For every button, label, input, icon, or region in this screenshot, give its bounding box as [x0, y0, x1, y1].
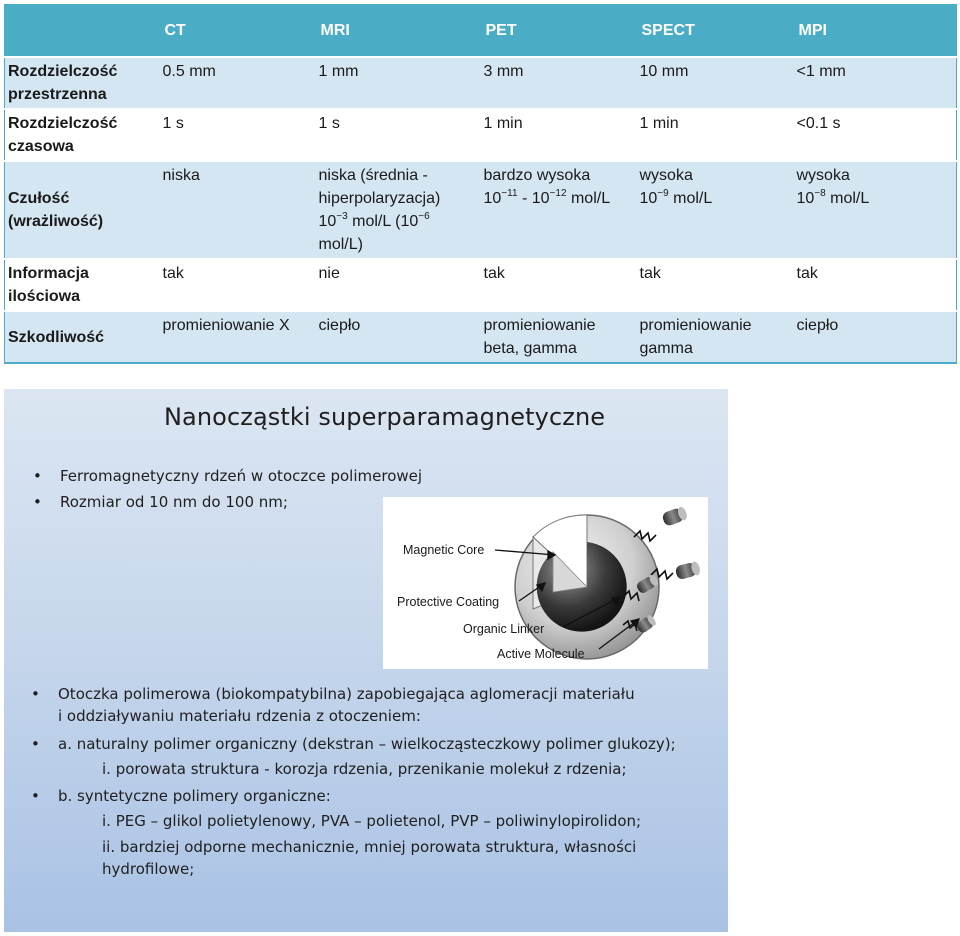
imaging-comparison-table	[4, 4, 957, 364]
table-row	[5, 259, 957, 311]
organic-linker-label: Organic Linker	[463, 622, 545, 636]
table-cell: nie	[315, 259, 480, 311]
list-item: • Otoczka polimerowa (biokompatybilna) zapobiegająca aglomeracji materiału i oddziaływaniu materiału rdzenia z otoczeniem:	[31, 685, 635, 725]
sub-list-item: i. porowata struktura - korozja rdzenia, przenikanie molekuł z rdzenia;	[102, 760, 627, 778]
row-header: Informacja ilościowa	[5, 259, 159, 311]
table-cell: ciepło	[793, 311, 957, 363]
sub-list-item: i. PEG – glikol polietylenowy, PVA – polietenol, PVP – poliwinylopirolidon;	[102, 812, 642, 830]
nanoparticle-slide	[4, 389, 728, 932]
row-header: Czułość (wrażliwość)	[5, 161, 159, 259]
table-cell: tak	[636, 259, 793, 311]
table-cell: 1 min	[480, 109, 636, 161]
active-molecule-1	[661, 506, 688, 527]
column-header-mpi: MPI	[793, 4, 957, 57]
table-row	[5, 311, 957, 363]
table-row	[5, 161, 957, 259]
sub-list-item: ii. bardziej odporne mechanicznie, mniej porowata struktura, własności hydrofilowe;	[102, 838, 637, 878]
table-cell: bardzo wysoka $10^{-11} - 10^{-12}$ mol/L	[480, 161, 636, 259]
magnetic-core-label: Magnetic Core	[403, 543, 485, 557]
active-molecule-2	[675, 561, 702, 581]
column-header-spect: SPECT	[636, 4, 793, 57]
protective-coating-label: Protective Coating	[397, 595, 500, 609]
row-header: Szkodliwość	[5, 311, 159, 363]
table-cell: 1 min	[636, 109, 793, 161]
table-cell: promieniowanie beta, gamma	[480, 311, 636, 363]
table-row	[5, 57, 957, 109]
nanoparticle-diagram	[383, 497, 708, 669]
table-cell: 0.5 mm	[159, 57, 315, 109]
table-cell: wysoka $10^{-8}$ mol/L	[793, 161, 957, 259]
table-cell: 1 mm	[315, 57, 480, 109]
table-cell: <0.1 s	[793, 109, 957, 161]
table-cell: ciepło	[315, 311, 480, 363]
table-cell: <1 mm	[793, 57, 957, 109]
list-item: • Rozmiar od 10 nm do 100 nm;	[33, 493, 288, 511]
column-header-ct: CT	[159, 4, 315, 57]
table-header-row	[5, 4, 957, 57]
table-cell: tak	[793, 259, 957, 311]
table-cell: 10 mm	[636, 57, 793, 109]
bullet-icon: •	[31, 735, 40, 753]
list-item: • a. naturalny polimer organiczny (dekstran – wielkocząsteczkowy polimer glukozy);	[31, 735, 676, 753]
nanoparticle-diagram-svg	[383, 497, 708, 669]
bullet-icon: •	[31, 685, 40, 703]
table-cell: wysoka $10^{-9}$ mol/L	[636, 161, 793, 259]
list-item: • Ferromagnetyczny rdzeń w otoczce polimerowej	[33, 467, 423, 485]
column-header	[5, 4, 159, 57]
table-cell: tak	[159, 259, 315, 311]
row-header: Rozdzielczość czasowa	[5, 109, 159, 161]
column-header-mri: MRI	[315, 4, 480, 57]
table-row	[5, 109, 957, 161]
row-header: Rozdzielczość przestrzenna	[5, 57, 159, 109]
table-cell: niska (średnia - hiperpolaryzacja) $10^{-3}$ mol/L ($10^{-6}$ mol/L)	[315, 161, 480, 259]
bullet-icon: •	[31, 787, 40, 805]
list-item: • b. syntetyczne polimery organiczne:	[31, 787, 331, 805]
table-cell: promieniowanie gamma	[636, 311, 793, 363]
table-cell: niska	[159, 161, 315, 259]
table-cell: 1 s	[315, 109, 480, 161]
table-cell: 3 mm	[480, 57, 636, 109]
bullet-icon: •	[33, 467, 42, 485]
active-molecule-label: Active Molecule	[497, 647, 585, 661]
bullet-icon: •	[33, 493, 42, 511]
column-header-pet: PET	[480, 4, 636, 57]
table-cell: 1 s	[159, 109, 315, 161]
table-cell: promieniowanie X	[159, 311, 315, 363]
table-cell: tak	[480, 259, 636, 311]
slide-title: Nanocząstki superparamagnetyczne	[164, 403, 606, 431]
